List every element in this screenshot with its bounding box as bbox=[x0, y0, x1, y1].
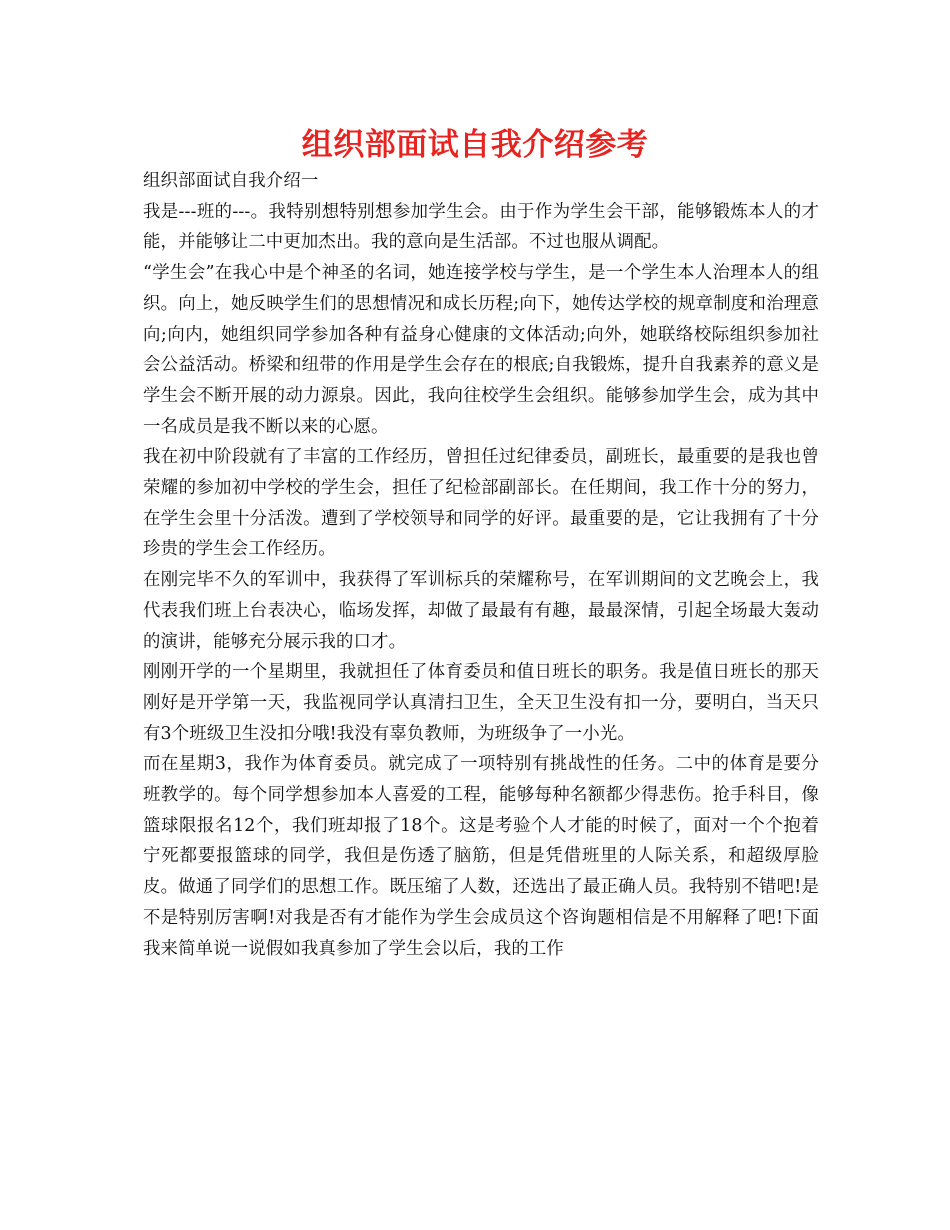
body-paragraph: “学生会”在我心中是个神圣的名词，她连接学校与学生，是一个学生本人治理本人的组织。向上，她反映学生们的思想情况和成长历程;向下，她传达学校的规章制度和治理意向;向内，她组织同学参加各种有益身心健康的文体活动;向外，她联络校际组织参加社会公益活动。桥梁和纽带的作用是学生会存在的根底;自我锻炼，提升自我素养的意义是学生会不断开展的动力源泉。因此，我向往校学生会组织。能够参加学生会，成为其中一名成员是我不断以来的心愿。 bbox=[143, 263, 819, 437]
document-title: 组织部面试自我介绍参考 bbox=[301, 127, 649, 163]
body-paragraph: 而在星期3，我作为体育委员。就完成了一项特别有挑战性的任务。二中的体育是要分班教学的。每个同学想参加本人喜爱的工程，能够每种名额都少得悲伤。抢手科目，像篮球限报名12个，我们班却报了18个。这是考验个人才能的时候了，面对一个个抱着宁死都要报篮球的同学，我但是伤透了脑筋，但是凭借班里的人际关系，和超级厚脸皮。做通了同学们的思想工作。既压缩了人数，还选出了最正确人员。我特别不错吧!是不是特别厉害啊!对我是否有才能作为学生会成员这个咨询题相信是不用解释了吧!下面我来简单说一说假如我真参加了学生会以后，我的工作 bbox=[143, 754, 819, 959]
subtitle-paragraph: 组织部面试自我介绍一 bbox=[143, 171, 319, 191]
body-paragraph: 我是---班的---。我特别想特别想参加学生会。由于作为学生会干部，能够锻炼本人的才能，并能够让二中更加杰出。我的意向是生活部。不过也服从调配。 bbox=[143, 201, 819, 253]
document-body bbox=[143, 166, 819, 964]
body-paragraph: 我在初中阶段就有了丰富的工作经历，曾担任过纪律委员，副班长，最重要的是我也曾荣耀的参加初中学校的学生会，担任了纪检部副部长。在任期间，我工作十分的努力，在学生会里十分活泼。遭到了学校领导和同学的好评。最重要的是，它让我拥有了十分珍贵的学生会工作经历。 bbox=[143, 447, 819, 560]
body-paragraph: 在刚完毕不久的军训中，我获得了军训标兵的荣耀称号，在军训期间的文艺晚会上，我代表我们班上台表决心，临场发挥，却做了最最有有趣，最最深情，引起全场最大轰动的演讲，能够充分展示我的口才。 bbox=[143, 570, 819, 652]
body-paragraph: 刚刚开学的一个星期里，我就担任了体育委员和值日班长的职务。我是值日班长的那天刚好是开学第一天，我监视同学认真清扫卫生，全天卫生没有扣一分，要明白，当天只有3个班级卫生没扣分哦!我没有辜负教师，为班级争了一小光。 bbox=[143, 662, 819, 744]
